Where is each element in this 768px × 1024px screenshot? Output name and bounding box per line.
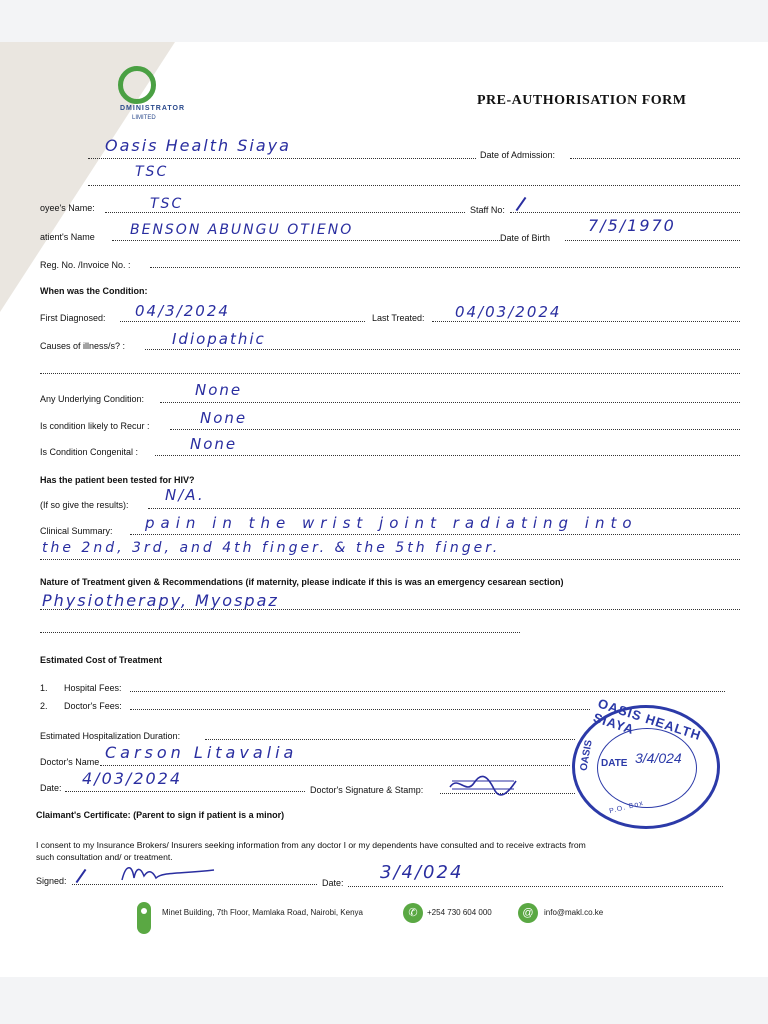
- doctor-name-value: Carson Litavalia: [105, 743, 298, 762]
- first-diagnosed-label: First Diagnosed:: [40, 313, 106, 323]
- employer-value: TSC: [135, 164, 169, 180]
- estimated-cost-heading: Estimated Cost of Treatment: [40, 655, 163, 665]
- hospital-fees-number: 1.: [40, 683, 48, 693]
- recur-line: [170, 429, 740, 430]
- hiv-results-label: (If so give the results):: [40, 500, 129, 510]
- when-condition-heading: When was the Condition:: [40, 286, 148, 296]
- treatment-line-2: [40, 632, 520, 633]
- date-of-admission-line: [570, 158, 740, 159]
- hosp-duration-label: Estimated Hospitalization Duration:: [40, 731, 181, 741]
- employee-name-value: TSC: [150, 196, 184, 212]
- stamp-bottom-text: P.O. Box: [608, 799, 645, 816]
- patient-name-label: atient's Name: [40, 232, 95, 242]
- treatment-line-1: [40, 609, 740, 610]
- first-diagnosed-value: 04/3/2024: [135, 302, 230, 320]
- first-diagnosed-line: [120, 321, 365, 322]
- logo-text: DMINISTRATOR: [120, 105, 186, 112]
- stamp-date-value: 3/4/024: [635, 750, 682, 766]
- date-of-birth-label: Date of Birth: [500, 233, 551, 243]
- doctor-name-label: Doctor's Name: [40, 757, 100, 767]
- footer-email: info@makl.co.ke: [544, 908, 604, 917]
- footer-address: Minet Building, 7th Floor, Mamlaka Road, Nairobi, Kenya: [162, 908, 363, 917]
- claimant-heading: Claimant's Certificate: (Parent to sign if patient is a minor): [36, 810, 285, 820]
- recur-label: Is condition likely to Recur :: [40, 421, 150, 431]
- hiv-results-value: N/A.: [165, 486, 205, 504]
- causes-label: Causes of illness/s? :: [40, 341, 126, 351]
- clinical-summary-line-1: [130, 534, 740, 535]
- location-pin-icon: [137, 902, 151, 934]
- causes-value: Idiopathic: [172, 330, 266, 348]
- date-label: Date:: [40, 783, 62, 793]
- patient-name-line: [112, 240, 500, 241]
- hospital-fees-label: Hospital Fees:: [64, 683, 122, 693]
- doctor-name-line: [100, 765, 570, 766]
- date-line: [65, 791, 305, 792]
- reg-no-line: [150, 267, 740, 268]
- logo-subtext: LIMITED: [132, 115, 156, 121]
- doctor-signature-icon: [448, 773, 518, 797]
- staff-no-label: Staff No:: [470, 205, 505, 215]
- date2-label: Date:: [322, 878, 344, 888]
- congenital-label: Is Condition Congenital :: [40, 447, 139, 457]
- doctor-fees-line: [130, 709, 590, 710]
- phone-icon: ✆: [403, 903, 423, 923]
- patient-name-value: BENSON ABUNGU OTIENO: [130, 222, 354, 238]
- last-treated-value: 04/03/2024: [455, 303, 562, 321]
- date-of-birth-line: [565, 240, 740, 241]
- hosp-duration-line: [205, 739, 575, 740]
- causes-line-2: [40, 373, 740, 374]
- staff-no-line: [510, 212, 740, 213]
- hiv-results-line: [148, 508, 740, 509]
- date-of-admission-label: Date of Admission:: [480, 150, 556, 160]
- last-treated-label: Last Treated:: [372, 313, 425, 323]
- location-pin-dot: [141, 908, 147, 914]
- doctor-fees-label: Doctor's Fees:: [64, 701, 122, 711]
- date-value: 4/03/2024: [82, 769, 183, 788]
- congenital-line: [155, 455, 740, 456]
- claimant-signature-icon: [118, 860, 218, 886]
- form-title: PRE-AUTHORISATION FORM: [477, 93, 687, 108]
- underlying-value: None: [195, 381, 243, 399]
- causes-line: [145, 349, 740, 350]
- clinical-summary-value-2: the 2nd, 3rd, and 4th finger. & the 5th finger.: [42, 540, 501, 556]
- doctor-signature-label: Doctor's Signature & Stamp:: [310, 785, 424, 795]
- congenital-value: None: [190, 435, 238, 453]
- underlying-label: Any Underlying Condition:: [40, 394, 145, 404]
- nature-treatment-label: Nature of Treatment given & Recommendations (if maternity, please indicate if this is was an emergency cesarean section): [40, 577, 564, 587]
- treatment-value: Physiotherapy, Myospaz: [42, 591, 279, 610]
- hospital-fees-line: [130, 691, 725, 692]
- employee-name-line: [105, 212, 465, 213]
- stamp-left-text: OASIS: [578, 739, 595, 772]
- reg-no-label: Reg. No. /Invoice No. :: [40, 260, 131, 270]
- date2-line: [348, 886, 723, 887]
- underlying-line: [160, 402, 740, 403]
- recur-value: None: [200, 409, 248, 427]
- hospital-stamp: [572, 695, 720, 829]
- consent-text-2: such consultation and/ or treatment.: [36, 852, 173, 862]
- hospital-line: [88, 158, 476, 159]
- signed-date-value: 3/4/024: [380, 862, 464, 883]
- clinical-summary-label: Clinical Summary:: [40, 526, 113, 536]
- stamp-top-text: OASIS HEALTH SIAYA: [591, 695, 704, 744]
- date-of-birth-value: 7/5/1970: [588, 216, 676, 235]
- employer-line: [88, 185, 740, 186]
- employee-name-label: oyee's Name:: [40, 203, 95, 213]
- doctor-fees-number: 2.: [40, 701, 48, 711]
- hiv-heading: Has the patient been tested for HIV?: [40, 475, 195, 485]
- clinical-summary-line-2: [40, 559, 740, 560]
- email-icon: @: [518, 903, 538, 923]
- clinical-summary-value-1: pain in the wrist joint radiating into: [145, 514, 638, 532]
- last-treated-line: [432, 321, 740, 322]
- stamp-date-label: DATE: [601, 758, 628, 769]
- footer-phone: +254 730 604 000: [427, 908, 492, 917]
- consent-text-1: I consent to my Insurance Brokers/ Insurers seeking information from any doctor I or my dependents have consulted and to receive extracts from: [36, 840, 586, 850]
- signed-label: Signed:: [36, 876, 67, 886]
- logo-icon: [118, 66, 156, 104]
- hospital-value: Oasis Health Siaya: [105, 136, 291, 155]
- signed-line: [72, 884, 317, 885]
